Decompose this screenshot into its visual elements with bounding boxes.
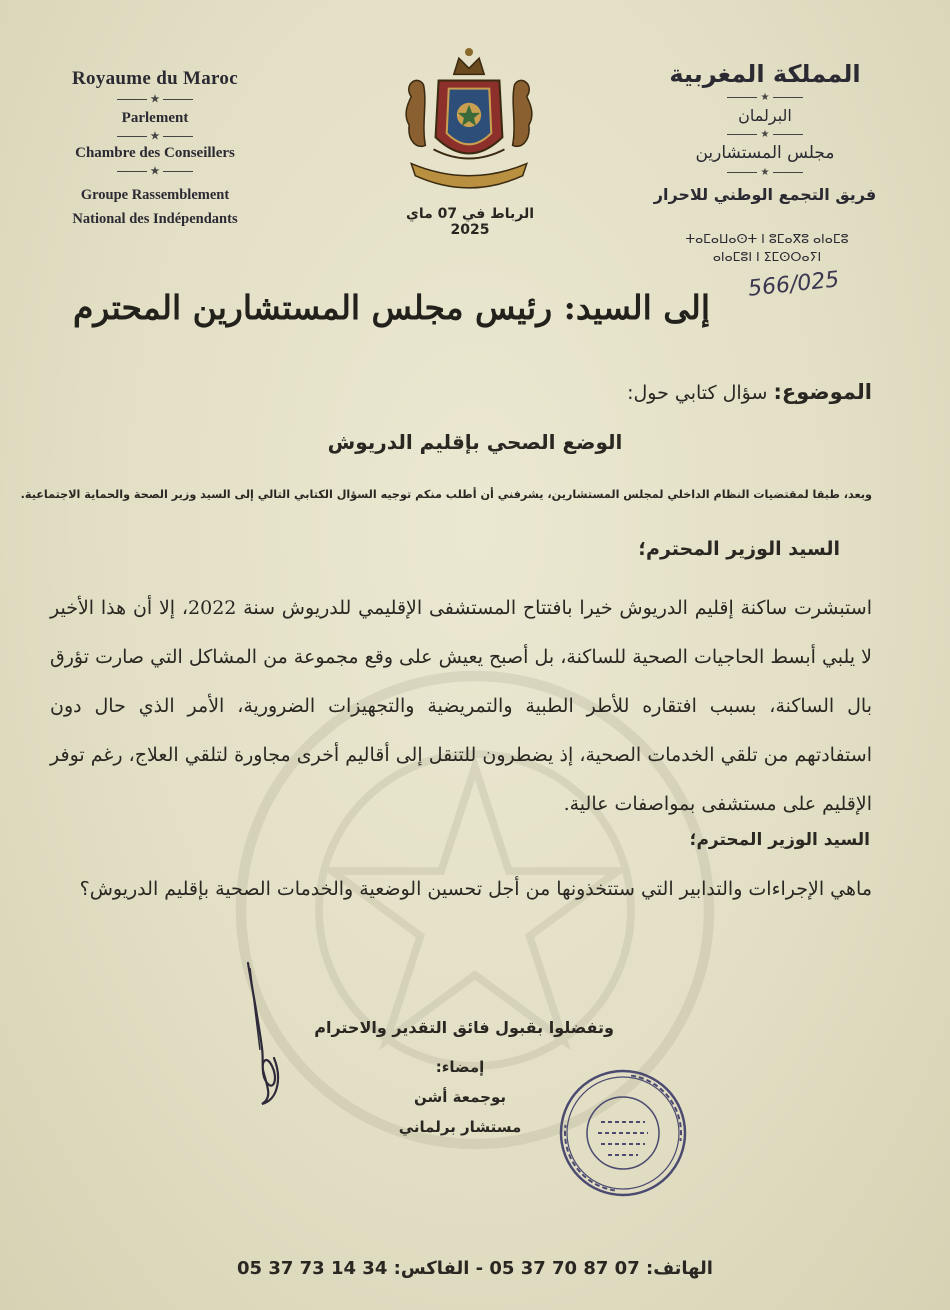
reference-number: 566/025 [746, 267, 841, 302]
header-kingdom-ar: المملكة المغربية [669, 60, 861, 88]
phone-number: 05 37 70 87 07 [489, 1258, 640, 1279]
salutation-minister-1: السيد الوزير المحترم؛ [638, 538, 840, 560]
coat-of-arms-icon [393, 44, 545, 196]
body-paragraph: استبشرت ساكنة إقليم الدريوش خيرا بافتتاح المستشفى الإقليمي للدريوش سنة 2022، إلا أن هذا الأخير لا يلبي أبسط الحاجيات الصحية للساكنة، بل أصبح يعيش على وقع مجموعة من المشاكل التي صارت تؤرق بال الساكنة، بسبب افتقاره للأطر الطبية والتمريضية والتجهيزات الضرورية، الأمر الذي حال دون استفادتهم من تلقي الخدمات الصحية، إذ يضطرون للتنقل إلى أقاليم أخرى مجاورة لتلقي العلاج، رغم توفر الإقليم على مستشفى بمواصفات عالية. [50, 597, 872, 815]
separator: ★ [650, 163, 880, 181]
header-tifinagh [662, 230, 872, 266]
header-tifinagh-1: ⵜⴰⵎⴰⵡⴰⵙⵜ ⵏ ⵓⵎⴰⴳⵓ ⴰⵏⴰⵎⵓ [685, 231, 849, 246]
phone-label: الهاتف: [646, 1258, 713, 1279]
header-group-fr-1: Groupe Rassemblement [80, 187, 230, 203]
subject-text: سؤال كتابي حول: [627, 382, 768, 404]
signature-label: إمضاء: [435, 1058, 485, 1076]
header-group-ar: فريق التجمع الوطني للاحرار [653, 185, 877, 204]
official-stamp-icon [556, 1066, 690, 1200]
header-chamber-fr: Chambre des Conseillers [75, 145, 235, 161]
separator: ★ [40, 90, 270, 108]
header-parliament-ar: البرلمان [738, 106, 792, 125]
subject-line [627, 380, 872, 404]
salutation-minister-2: السيد الوزير المحترم؛ [689, 830, 870, 850]
subject-title: الوضع الصحي بإقليم الدريوش [327, 430, 623, 454]
fax-label: - الفاكس: [393, 1258, 484, 1279]
fax-number: 05 37 73 14 34 [237, 1258, 388, 1279]
header-kingdom-fr: Royaume du Maroc [72, 68, 238, 89]
header-tifinagh-2: ⴰⵏⴰⵎⵓⵏ ⵏ ⵉⵎⵙⵔⴰⵢⵏ [712, 249, 822, 264]
subject-label: الموضوع: [773, 380, 872, 404]
header-left [40, 68, 270, 232]
intro-paragraph: وبعد، طبقا لمقتضيات النظام الداخلي لمجلس المستشارين، يشرفني أن أطلب منكم توجيه السؤال الكتابي التالي إلى السيد وزير الصحة والحماية الاجتماعية. [20, 488, 872, 501]
recipient-line: إلى السيد: رئيس مجلس المستشارين المحترم [72, 288, 710, 327]
separator: ★ [650, 88, 880, 106]
signatory-title: مستشار برلماني [398, 1118, 522, 1136]
header-parliament-fr: Parlement [121, 110, 189, 126]
header-group-fr-2: National des Indépendants [72, 211, 238, 227]
signature-block [380, 1052, 540, 1142]
footer-contact [0, 1258, 950, 1279]
letter-date: الرباط في 07 ماي 2025 [405, 206, 535, 238]
separator: ★ [650, 125, 880, 143]
signatory-name: بوجمعة أشن [413, 1088, 507, 1106]
closing-formula: وتفضلوا بقبول فائق التقدير والاحترام [314, 1018, 614, 1037]
handwritten-signature [238, 958, 298, 1108]
header-right [650, 60, 880, 204]
separator: ★ [40, 127, 270, 145]
header-chamber-ar: مجلس المستشارين [695, 143, 835, 163]
separator: ★ [40, 162, 270, 180]
question-paragraph: ماهي الإجراءات والتدابير التي ستتخذونها من أجل تحسين الوضعية والخدمات الصحية بإقليم الدريوش؟ [79, 878, 872, 900]
